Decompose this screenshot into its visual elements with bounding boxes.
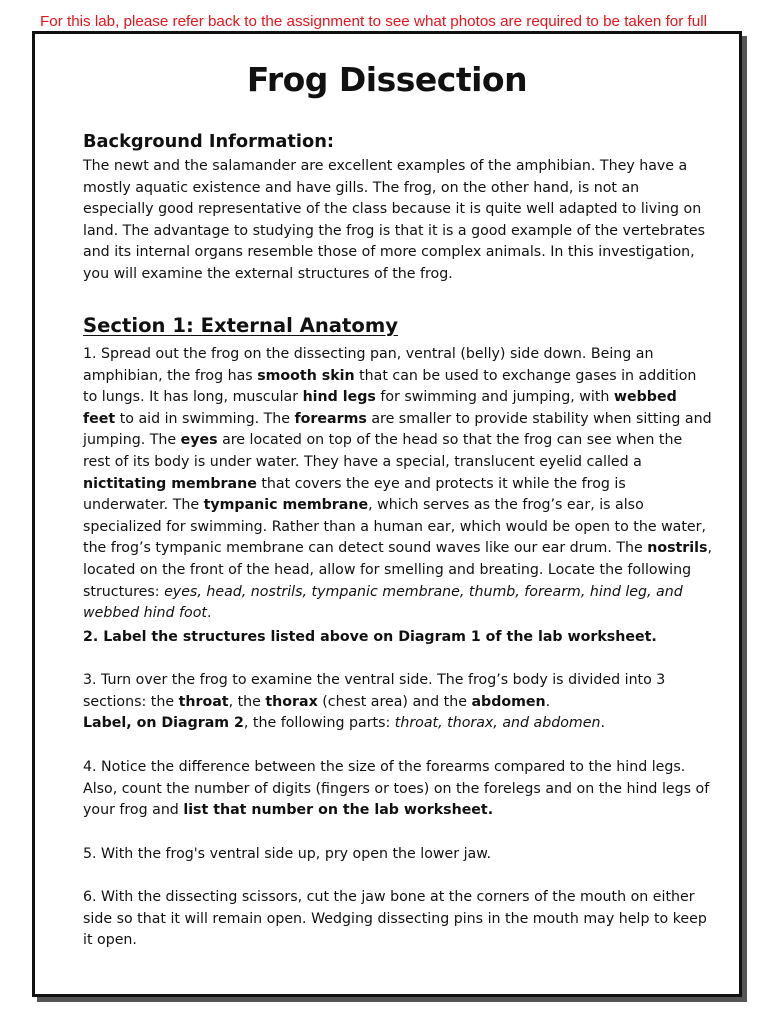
step-4: 4. Notice the difference between the size of the forearms compared to the hind legs. Also, count the number of digits (fingers or toes) on the forelegs and on the hind legs of your frog and list that number on the lab worksheet. [83,759,710,819]
canvas-notice: For this lab, please refer back to the assignment to see what photos are required to be taken for full [40,13,707,30]
term-thorax: thorax [265,693,318,710]
page-title: Frog Dissection [246,60,528,99]
section1-heading: Section 1: External Anatomy [83,314,399,337]
background-text: The newt and the salamander are excellent examples of the amphibian. They have a mostly aquatic existence and have gills. The frog, on the other hand, is not an especially good representative of the class because it is quite well adapted to living on land. The advantage to studying the frog is that it is a good example of the vertebrates and its internal organs resemble those of more complex animals. In this investigation, you will examine the external structures of the frog. [83,158,706,282]
term-tympanic-membrane: tympanic membrane [203,497,369,514]
term-abdomen: abdomen [471,693,546,710]
term-hind-legs: hind legs [302,389,376,406]
term-eyes: eyes [180,432,218,449]
term-webbed-feet: webbed feet [83,389,677,427]
step-6: 6. With the dissecting scissors, cut the jaw bone at the corners of the mouth on either side so that it will remain open. Wedging dissecting pins in the mouth may help to keep it open. [83,889,707,949]
background-heading: Background Information: [83,131,334,152]
step-5: 5. With the frog's ventral side up, pry open the lower jaw. [83,846,492,862]
parts-list: throat, thorax, and abdomen [394,715,601,731]
list-number-instruction: list that number on the lab worksheet. [183,802,494,819]
step-3: 3. Turn over the frog to examine the ventral side. The frog’s body is divided into 3 sections: the throat, the thorax (chest area) and the abdomen. [83,672,666,710]
label-diagram-2: Label, on Diagram 2 [83,715,244,731]
term-smooth-skin: smooth skin [257,367,355,384]
term-nostrils: nostrils [647,540,708,557]
term-throat: throat [178,693,229,710]
step-3-label: Label, on Diagram 2, the following parts: throat, thorax, and abdomen. [83,715,605,731]
structures-list: eyes, head, nostrils, tympanic membrane, thumb, forearm, hind leg, and webbed hind foot [83,583,683,622]
term-nictitating-membrane: nictitating membrane [83,475,257,492]
term-forearms: forearms [294,410,367,427]
step-2: 2. Label the structures listed above on Diagram 1 of the lab worksheet. [83,629,657,645]
step-1: 1. Spread out the frog on the dissecting pan, ventral (belly) side down. Being an amphibian, the frog has smooth skin that can be used to exchange gases in addition to lungs. It has long, muscular hind legs for swimming and jumping, with webbed feet to aid in swimming. The forearms are smaller to provide stability when sitting and jumping. The eyes are located on top of the head so that the frog can see when the rest of its body is under water. They have a special, translucent eyelid called a nictitating membrane that covers the eye and protects it while the frog is underwater. The tympanic membrane, which serves as the frog’s ear, is also specialized for swimming. Rather than a human ear, which would be open to the water, the frog’s tympanic membrane can detect sound waves like our ear drum. The nostrils, located on the front of the head, allow for smelling and breating. Locate the following structures: eyes, head, nostrils, tympanic membrane, thumb, forearm, hind leg, and webbed hind foot. [83,346,712,622]
worksheet-page [32,31,742,997]
